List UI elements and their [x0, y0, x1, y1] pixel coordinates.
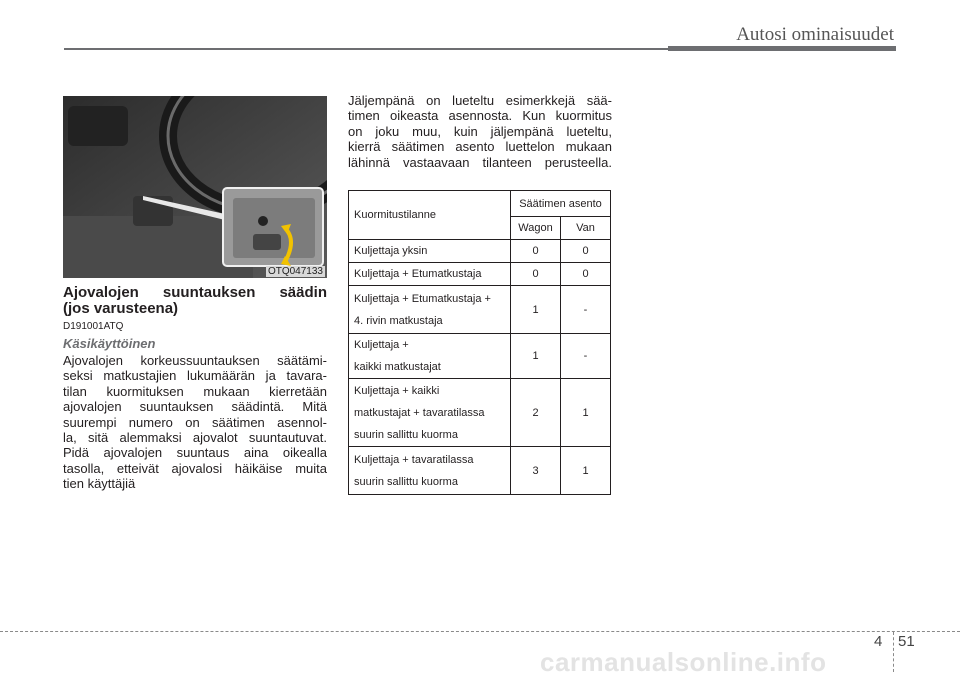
table-header-wagon: Wagon	[511, 217, 561, 240]
table-cell-van: 0	[561, 263, 611, 286]
table-cell-load: Kuljettaja + Etumatkustaja	[354, 268, 482, 280]
chapter-number: 4	[874, 633, 883, 650]
section-title	[63, 285, 327, 317]
left-paragraph	[63, 353, 327, 492]
document-code: D191001ATQ	[63, 321, 124, 332]
text-line: la, sitä alemmaksi ajovalot suuntautuvat.	[63, 430, 327, 446]
text-line: Jäljempänä on lueteltu esimerkkejä sää-	[348, 93, 612, 108]
subheading: Käsikäyttöinen	[63, 336, 156, 351]
dashboard-illustration	[63, 96, 327, 278]
table-cell-van: 0	[561, 240, 611, 263]
table-cell-load: kaikki matkustajat	[354, 361, 441, 373]
figure-code: OTQ047133	[267, 266, 323, 277]
table-cell-van: -	[561, 286, 611, 334]
header-rule-accent	[668, 46, 896, 51]
table-cell-wagon: 1	[511, 334, 561, 379]
table-cell-wagon: 1	[511, 286, 561, 334]
table-cell-wagon: 0	[511, 263, 561, 286]
text-line: suurempi numero on säätimen asennol-	[63, 414, 327, 430]
text-line: on joku muu, kuin jäljempänä lueteltu,	[348, 123, 612, 139]
header-rule	[64, 48, 670, 50]
text-line: tasolla, etteivät ajovalosi häikäise muita	[63, 460, 327, 476]
text-line: lähinnä vastaavaan tilanteen perusteella.	[348, 154, 612, 170]
table-row	[349, 334, 611, 379]
table-cell-load: Kuljettaja +	[354, 339, 409, 351]
text-line: Ajovalojen korkeussuuntauksen säätämi-	[63, 353, 327, 368]
text-line: kierrä säätimen asento luettelon mukaan	[348, 139, 612, 155]
watermark: carmanualsonline.info	[540, 647, 827, 677]
table-row	[349, 286, 611, 334]
table-row	[349, 240, 611, 263]
table-cell-load: suurin sallittu kuorma	[354, 475, 458, 488]
table-cell-load: Kuljettaja + Etumatkustaja +	[354, 292, 491, 305]
running-header: Autosi ominaisuudet	[736, 24, 894, 45]
table-cell-wagon: 2	[511, 379, 561, 447]
footer-rule	[0, 631, 960, 632]
table-cell-load: Kuljettaja + kaikki	[354, 384, 440, 397]
section-title-line: (jos varusteena)	[63, 300, 179, 317]
table-cell-wagon: 3	[511, 447, 561, 495]
table-row	[349, 263, 611, 286]
section-title-line: Ajovalojen suuntauksen säädin	[63, 284, 327, 301]
headlight-position-table	[348, 190, 611, 495]
table-cell-load: Kuljettaja yksin	[354, 245, 428, 257]
table-header-van: Van	[561, 217, 611, 240]
table-cell-load: Kuljettaja + tavaratilassa	[354, 453, 474, 466]
text-line: tien käyttäjiä	[63, 476, 136, 492]
table-header-load: Kuormitustilanne	[349, 191, 511, 240]
table-cell-van: -	[561, 334, 611, 379]
table-cell-load: 4. rivin matkustaja	[354, 314, 443, 327]
text-line: Pidä ajovalojen suuntaus aina oikealla	[63, 445, 327, 461]
table-cell-load: matkustajat + tavaratilassa	[354, 406, 485, 419]
table-row	[349, 379, 611, 447]
text-line: tilan kuormituksen mukaan kierretään	[63, 383, 327, 399]
headlight-leveling-dial-photo	[63, 96, 327, 278]
text-line: ajovalojen suuntauksen säädintä. Mitä	[63, 399, 327, 415]
table-row	[349, 447, 611, 495]
page-number: 51	[898, 633, 915, 650]
right-paragraph	[348, 93, 612, 170]
table-cell-van: 1	[561, 379, 611, 447]
table-cell-load: suurin sallittu kuorma	[354, 428, 458, 441]
table-cell-van: 1	[561, 447, 611, 495]
text-line: timen oikeasta asennosta. Kun kuormitus	[348, 108, 612, 124]
table-cell-wagon: 0	[511, 240, 561, 263]
text-line: seksi matkustajien lukumäärän ja tavara-	[63, 368, 327, 384]
footer-divider	[893, 632, 894, 672]
table-header-position: Säätimen asento	[511, 191, 611, 217]
